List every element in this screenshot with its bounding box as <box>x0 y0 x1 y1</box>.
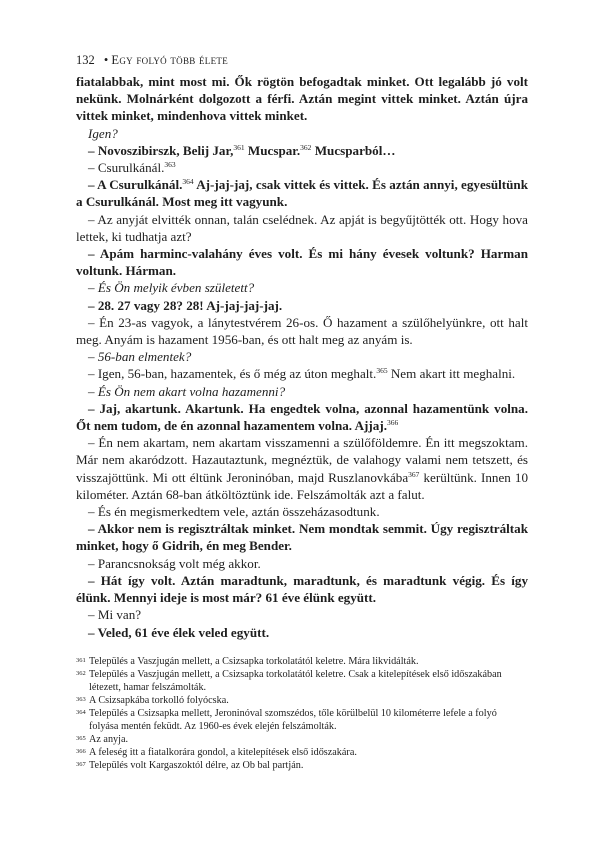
footnote <box>76 759 528 772</box>
text-paragraph <box>76 245 528 279</box>
text-paragraph <box>76 520 528 554</box>
page-number: 132 <box>76 53 95 67</box>
paragraph-text: – 28. 27 vagy 28? 28! Aj-jaj-jaj-jaj. <box>88 297 283 313</box>
text-paragraph <box>76 176 528 210</box>
paragraph-text: fiatalabbak, mint most mi. Ők rögtön befogadtak minket. Ott legalább jó volt nekünk. Molnárként dolgozott a férfi. Aztán megint vittek minket. Aztán újra vittek minket, mindenhova vittek minket. <box>76 74 528 124</box>
footnotes <box>76 655 528 773</box>
running-header <box>76 52 528 68</box>
text-paragraph <box>76 606 528 623</box>
footnote-marker: 366 <box>386 418 399 428</box>
footnote <box>76 694 528 707</box>
footnote-marker: 363 <box>164 160 176 170</box>
footnote-marker: 361 <box>233 142 245 152</box>
footnote-number: 362 <box>76 669 86 677</box>
text-paragraph <box>76 211 528 245</box>
footnote-text: Település a Vaszjugán mellett, a Csizsapka torkolatától keletre. Mára likvidálták. <box>89 655 419 667</box>
footnote <box>76 746 528 759</box>
footnote <box>76 707 528 733</box>
paragraph-text: – Veled, 61 éve élek veled együtt. <box>88 624 270 640</box>
text-paragraph <box>76 400 528 434</box>
footnote-number: 364 <box>76 709 86 717</box>
text-paragraph <box>76 434 528 503</box>
text-paragraph <box>76 624 528 641</box>
paragraph-text: – Apám harminc-valahány éves volt. És mi hány évesek voltunk? Harman voltunk. Hárman. <box>76 246 528 279</box>
footnote-number: 361 <box>76 656 86 664</box>
footnote-text: Település a Vaszjugán mellett, a Csizsapka torkolatától keletre. Csak a kitelepítések első időszakában létezett, hamar felszámolták. <box>89 668 502 693</box>
interview-text <box>76 73 528 641</box>
footnote-text: A Csizsapkába torkolló folyócska. <box>89 694 229 706</box>
footnote-number: 363 <box>76 695 86 703</box>
footnote-number: 365 <box>76 735 86 743</box>
paragraph-text: Igen? <box>88 125 118 141</box>
footnote-marker: 364 <box>182 177 194 187</box>
footnote-text: Az anyja. <box>89 734 129 746</box>
text-paragraph <box>76 572 528 606</box>
text-paragraph <box>76 125 528 142</box>
footnote-marker: 365 <box>376 366 388 376</box>
book-page <box>76 52 528 773</box>
footnote <box>76 655 528 668</box>
footnote <box>76 733 528 746</box>
text-paragraph <box>76 142 528 159</box>
footnote-marker: 362 <box>300 142 312 152</box>
paragraph-text: – És Ön melyik évben született? <box>88 280 255 296</box>
paragraph-text: Nem akart itt meghalni. <box>387 366 516 382</box>
paragraph-text: Mucsparból… <box>311 142 396 158</box>
text-paragraph <box>76 348 528 365</box>
text-paragraph <box>76 314 528 348</box>
footnote-number: 366 <box>76 748 86 756</box>
text-paragraph <box>76 383 528 400</box>
paragraph-text: – Én nem akartam, nem akartam visszamenni a szülőföldemre. Én itt megszoktam. Már nem akaródzott. Hazautaztunk, megnéztük, de valahogy valami nem tetszett, és visszajöttünk. Mi ott éltünk Jeroninóban, majd Ruszlanovkába <box>76 435 528 485</box>
paragraph-text: Aj-jaj-jaj, csak vittek és vittek. És aztán annyi, egyesültünk a Csurulkánál. Most meg itt vagyunk. <box>76 177 528 210</box>
text-paragraph <box>76 365 528 382</box>
paragraph-text: – Novoszibirszk, Belij Jar, <box>88 142 234 158</box>
text-paragraph <box>76 555 528 572</box>
text-paragraph <box>76 503 528 520</box>
paragraph-text: kerültünk. Innen 10 kilométer. Aztán 68-ban átköltöztünk ide. Felszámolták azt a falut. <box>76 469 528 502</box>
paragraph-text: – Jaj, akartunk. Akartunk. Ha engedtek volna, azonnal hazamentünk volna. Őt nem tudom, de én azonnal hazamentem volna. Ajjaj. <box>76 400 528 434</box>
text-paragraph <box>76 73 528 125</box>
header-bullet: • <box>103 53 109 67</box>
footnote-text: A feleség itt a fiatalkorára gondol, a kitelepítések első időszakára. <box>89 747 357 759</box>
paragraph-text: – A Csurulkánál. <box>88 177 183 193</box>
text-paragraph <box>76 279 528 296</box>
footnote <box>76 668 528 694</box>
paragraph-text: – Igen, 56-ban, hazamentek, és ő még az úton meghalt. <box>88 366 377 382</box>
footnote-number: 367 <box>76 761 86 769</box>
paragraph-text: – És én megismerkedtem vele, aztán összeházasodtunk. <box>88 504 380 520</box>
paragraph-text: – Hát így volt. Aztán maradtunk, maradtunk, és maradtunk végig. És így élünk. Mennyi ideje is most már? 61 éve élünk együtt. <box>76 572 528 606</box>
text-paragraph <box>76 159 528 176</box>
footnote-marker: 367 <box>408 469 420 479</box>
paragraph-text: – Akkor nem is regisztráltak minket. Nem mondtak semmit. Úgy regisztráltak minket, hogy ő Gidrih, én meg Bender. <box>76 521 528 554</box>
footnote-text: Település a Csizsapka mellett, Jeroninóval szomszédos, tőle körülbelül 10 kilométerre lefele a folyó folyása mentén feküdt. Az 1960-es évek elején felszámolták. <box>89 708 497 733</box>
paragraph-text: – Csurulkánál. <box>88 160 165 176</box>
paragraph-text: Mucspar. <box>244 142 301 158</box>
paragraph-text: – Parancsnokság volt még akkor. <box>88 555 261 571</box>
text-paragraph <box>76 297 528 314</box>
paragraph-text: – Az anyját elvitték onnan, talán cselédnek. Az apját is begyűjtötték ott. Hogy hova lettek, ki tudhatja azt? <box>76 211 528 244</box>
footnote-text: Település volt Kargaszoktól délre, az Ob bal partján. <box>89 760 304 772</box>
paragraph-text: – 56-ban elmentek? <box>88 349 192 365</box>
paragraph-text: – Én 23-as vagyok, a lánytestvérem 26-os. Ő hazament a szülőhelyünkre, ott halt meg. Anyám is hazament 1956-ban, és ott halt meg az anyám is. <box>76 314 528 348</box>
running-title: Egy folyó több élete <box>111 53 228 67</box>
paragraph-text: – És Ön nem akart volna hazamenni? <box>88 383 286 399</box>
paragraph-text: – Mi van? <box>88 607 142 623</box>
